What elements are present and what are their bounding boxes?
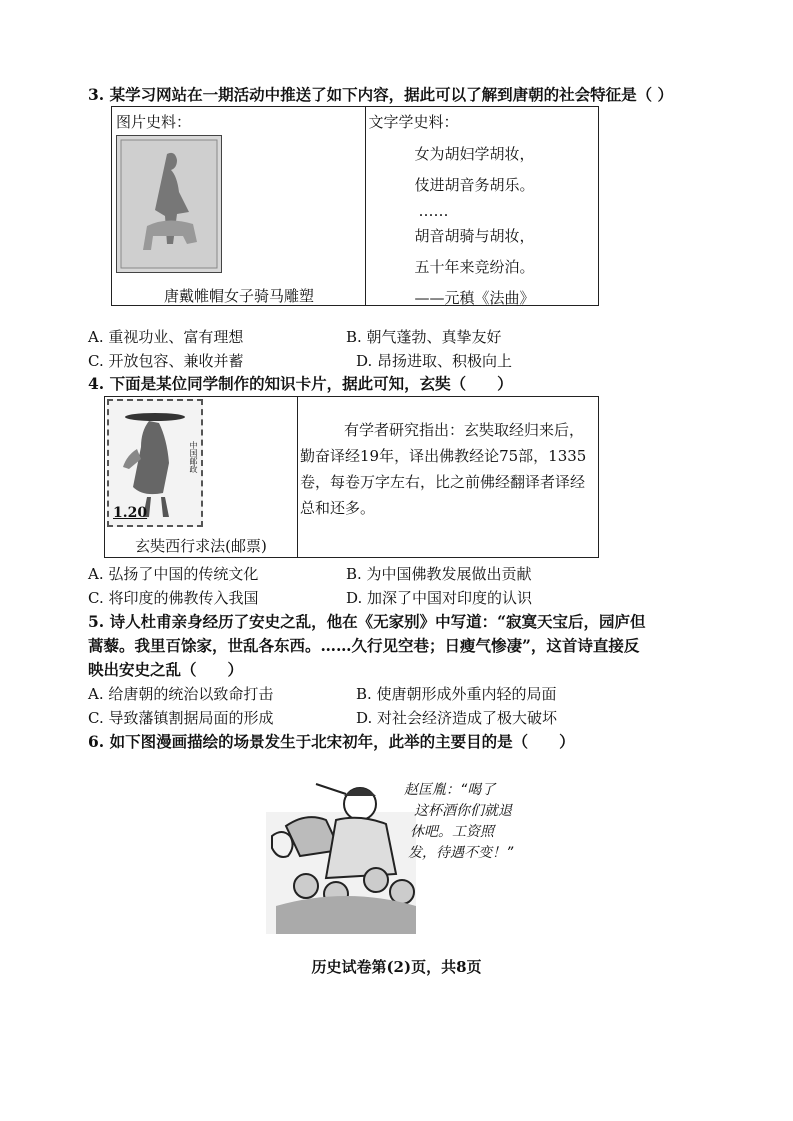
q3-stem: 3. 某学习网站在一期活动中推送了如下内容，据此可以了解到唐朝的社会特征是（ ） — [88, 85, 673, 104]
page-footer: 历史试卷第(2)页，共8页 — [311, 958, 482, 976]
xuanzang-stamp — [107, 399, 203, 527]
q5-option-c[interactable]: C. 导致藩镇割据局面的形成 — [88, 709, 274, 727]
q5-option-d[interactable]: D. 对社会经济造成了极大破坏 — [356, 709, 558, 727]
q3-source-table — [111, 106, 599, 306]
q4-option-a[interactable]: A. 弘扬了中国的传统文化 — [88, 565, 259, 583]
stamp-country: 中国邮政 — [189, 441, 198, 473]
stamp-value: 1.20 — [113, 505, 148, 521]
q3-option-a[interactable]: A. 重视功业、富有理想 — [88, 328, 244, 346]
cartoon-speech-line: 休吧。工资照 — [410, 824, 494, 840]
q4-stamp-cell — [105, 397, 298, 558]
poem-line: 伎进胡音务胡乐。 — [414, 176, 535, 194]
q5-stem-line-1: 5. 诗人杜甫亲身经历了安史之乱，他在《无家别》中写道：“寂寞天宝后，园庐但 — [88, 612, 646, 631]
q3-image-label: 图片史料： — [116, 113, 192, 131]
poem-line: 女为胡妇学胡妆， — [414, 145, 535, 163]
poem-line: 五十年来竞纷泊。 — [414, 258, 535, 276]
cartoon-speech — [404, 780, 513, 864]
q4-text-cell — [298, 397, 599, 558]
q3-image-caption: 唐戴帷帽女子骑马雕塑 — [163, 287, 314, 305]
cartoon-speech-line: 这杯酒你们就退 — [414, 803, 512, 819]
poem-source: ——元稹《法曲》 — [414, 289, 535, 307]
q4-option-c[interactable]: C. 将印度的佛教传入我国 — [88, 589, 259, 607]
q4-option-b[interactable]: B. 为中国佛教发展做出贡献 — [346, 565, 532, 583]
q4-knowledge-card — [104, 396, 599, 558]
q3-image-cell — [112, 107, 366, 306]
cartoon-speech-line: 赵匡胤：“喝了 — [404, 782, 496, 798]
q5-stem-line-2: 蒿藜。我里百馀家，世乱各东西。……久行见空巷；日瘦气惨凄”，这首诗直接反 — [88, 636, 640, 655]
tang-sculpture-photo — [116, 135, 222, 273]
q3-text-label: 文字学史料： — [368, 113, 459, 131]
poem-line: …… — [418, 202, 449, 220]
poem-line: 胡音胡骑与胡妆， — [414, 227, 535, 245]
q5-option-a[interactable]: A. 给唐朝的统治以致命打击 — [88, 685, 274, 703]
q3-option-c[interactable]: C. 开放包容、兼收并蓄 — [88, 352, 244, 370]
q4-option-d[interactable]: D. 加深了中国对印度的认识 — [346, 589, 533, 607]
q3-option-d[interactable]: D. 昂扬进取、积极向上 — [356, 352, 513, 370]
q3-poem — [414, 139, 534, 314]
q4-stamp-caption: 玄奘西行求法(邮票) — [135, 537, 267, 555]
q5-option-b[interactable]: B. 使唐朝形成外重内轻的局面 — [356, 685, 557, 703]
q3-option-b[interactable]: B. 朝气蓬勃、真挚友好 — [346, 328, 502, 346]
song-cartoon — [266, 776, 546, 934]
q6-stem: 6. 如下图漫画描绘的场景发生于北宋初年，此举的主要目的是（ ） — [88, 732, 575, 751]
q4-stem: 4. 下面是某位同学制作的知识卡片，据此可知，玄奘（ ） — [88, 374, 513, 393]
cartoon-speech-line: 发，待遇不变！” — [408, 845, 514, 861]
q3-text-cell — [366, 107, 599, 306]
q4-card-text: 有学者研究指出：玄奘取经归来后，勤奋译经19年，译出佛教经论75部，1335卷，每卷万字左右，比之前佛经翻译者译经总和还多。 — [300, 421, 587, 517]
q5-stem-line-3: 映出安史之乱（ ） — [88, 660, 244, 679]
